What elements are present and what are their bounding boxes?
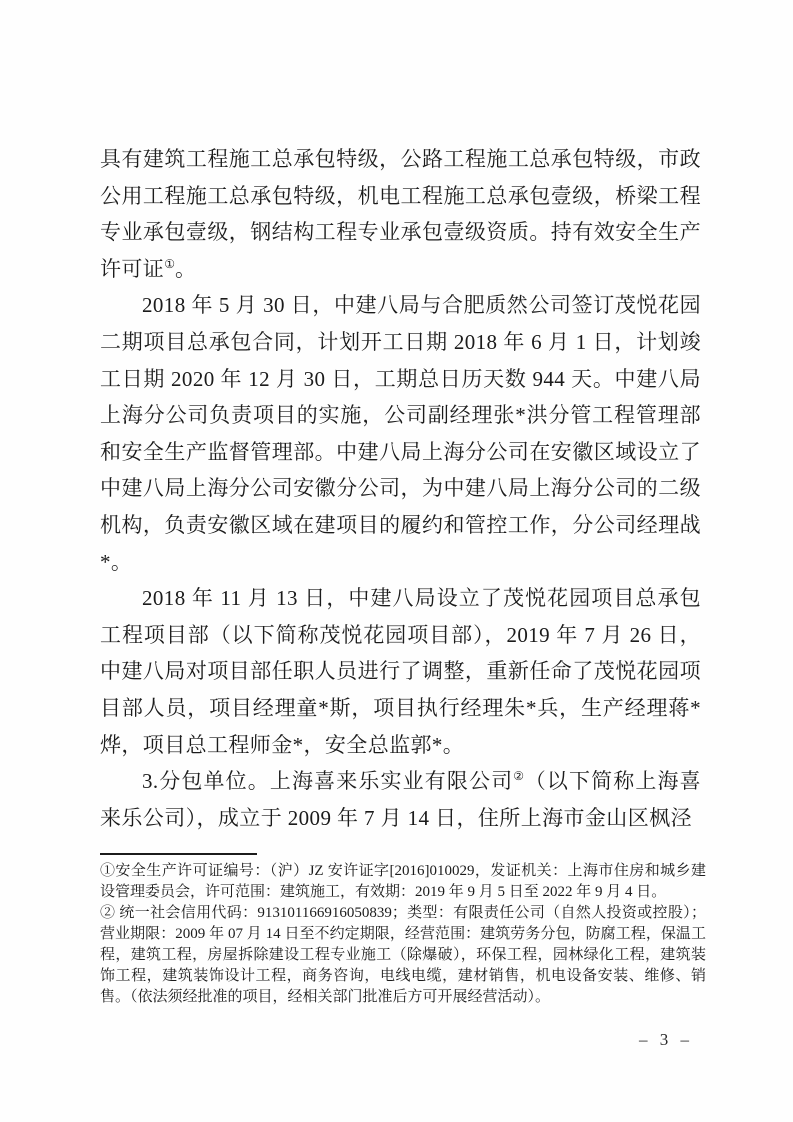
paragraph-project-team: 2018 年 11 月 13 日，中建八局设立了茂悦花园项目总承包工程项目部（以下简称茂悦花园项目部），2019 年 7 月 26 日，中建八局对项目部任职人员进行了调整，重新任命了茂悦花园项目部人员，项目经理童*斯，项目执行经理朱*兵，生产经理蒋*烨，项目总工程师金*，安全总监郭*。 bbox=[100, 586, 701, 757]
paragraph-contract: 2018 年 5 月 30 日，中建八局与合肥质然公司签订茂悦花园二期项目总承包合同，计划开工日期 2018 年 6 月 1 日，计划竣工日期 2020 年 12 月 30 日，工期总日历天数 944 天。中建八局上海分公司负责项目的实施，公司副经理张*洪分管工程管理部和安全生产监督管理部。中建八局上海分公司在安徽区域设立了中建八局上海分公司安徽分公司，为中建八局上海分公司的二级机构，负责安徽区域在建项目的履约和管控工作，分公司经理战*。 bbox=[100, 293, 701, 574]
footnote-2: ② 统一社会信用代码：913101166916050839；类型：有限责任公司（自然人投资或控股）；营业期限：2009 年 07 月 14 日至不约定期限，经营范围：建筑劳务分包，防腐工程，保温工程，建筑工程，房屋拆除建设工程专业施工（除爆破），环保工程，园林绿化工程，建筑装饰工程，建筑装饰设计工程，商务咨询，电线电缆，建材销售，机电设备安装、维修、销售。（依法须经批准的项目，经相关部门批准后方可开展经营活动）。 bbox=[100, 905, 706, 1005]
footnote-separator bbox=[100, 853, 257, 855]
paragraph-subcontractor bbox=[100, 763, 701, 836]
paragraph-qualifications-tail: 。 bbox=[174, 256, 197, 281]
paragraph-subcontractor-text: 3.分包单位。上海喜来乐实业有限公司 bbox=[142, 769, 514, 794]
page-number: – 3 – bbox=[639, 1030, 693, 1049]
footnote-ref-2: ② bbox=[513, 769, 525, 784]
paragraph-qualifications bbox=[100, 141, 701, 287]
paragraph-subcontractor-tail: （以下简称上海喜来乐公司），成立于 2009 年 7 月 14 日，住所上海市金山区枫泾 bbox=[100, 769, 701, 830]
paragraph-qualifications-text: 具有建筑工程施工总承包特级，公路工程施工总承包特级，市政公用工程施工总承包特级，机电工程施工总承包壹级，桥梁工程专业承包壹级，钢结构工程专业承包壹级资质。持有效安全生产许可证 bbox=[100, 147, 701, 281]
footnote-area bbox=[100, 843, 706, 1008]
footnote-ref-1: ① bbox=[164, 256, 175, 271]
footnote-1: ①安全生产许可证编号：（沪）JZ 安许证字[2016]010029，发证机关：上海市住房和城乡建设管理委员会，许可范围：建筑施工，有效期：2019 年 9 月 5 日至 2022 年 9 月 4 日。 bbox=[100, 863, 706, 900]
document-body bbox=[100, 141, 701, 836]
